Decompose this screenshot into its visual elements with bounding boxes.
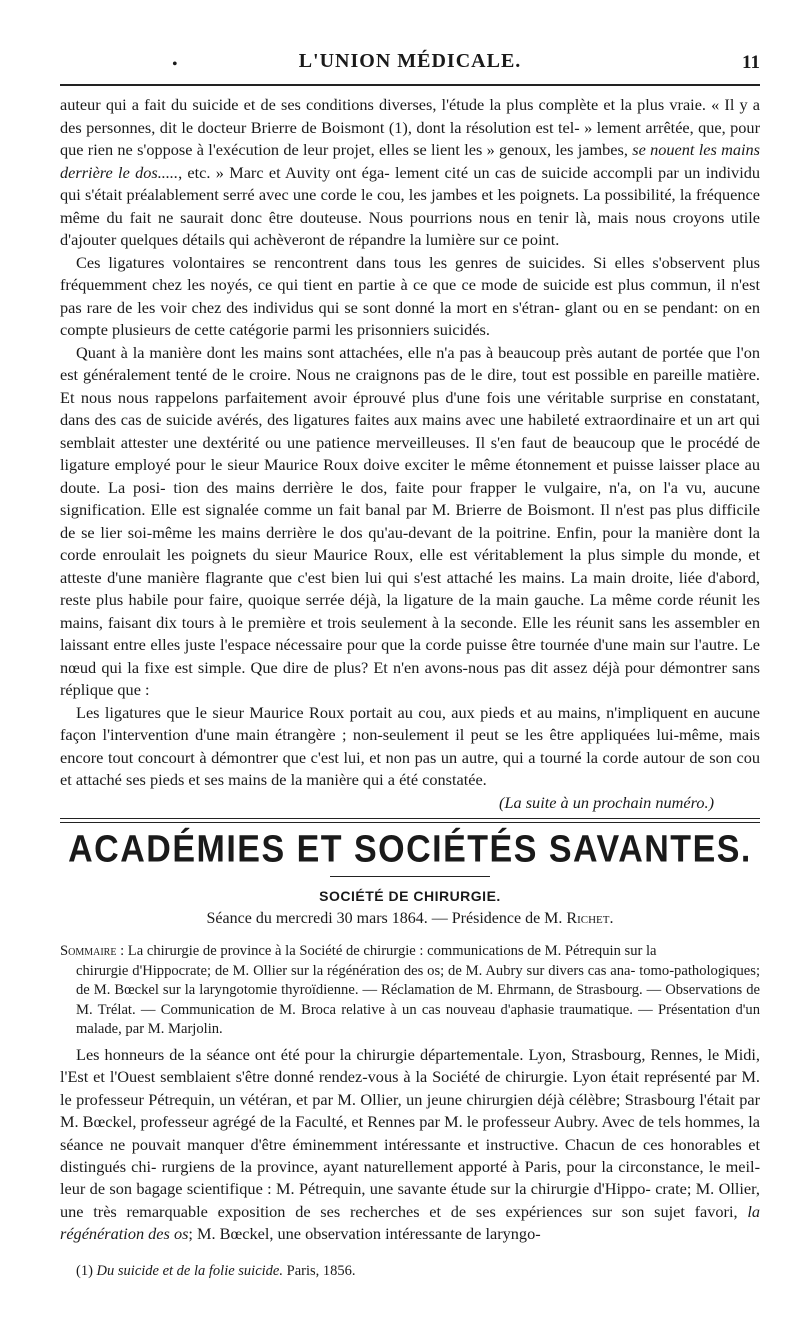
footnote-title: Du suicide et de la folie suicide. xyxy=(96,1263,283,1279)
session-prefix: Séance du mercredi 30 mars 1864. — Présidence de M. xyxy=(206,910,567,927)
section-title: ACADÉMIES ET SOCIÉTÉS SAVANTES. xyxy=(68,827,752,871)
session-suffix: . xyxy=(609,910,614,927)
section-sub-rule xyxy=(330,876,490,877)
report-text-italic: la régénération des os xyxy=(60,1201,760,1244)
p3-text: Quant à la manière dont les mains sont attachées, elle n'a pas à beaucoup près autant de portée que l'on est généralement tenté de le croire. Nous ne craignons pas de le dire, tout est possible en pareille matière. Et nous nous rappelons parfaitement avoir éprouvé plus d'une fois une véritable surprise en constatant, dans des cas de suicide avérés, des ligatures faites aux mains avec une habileté extraordinaire et un art qui semblait attester une dextérité ou une patience merveilleuses. Il s'en faut de beaucoup que le procédé de ligature employé pour le sieur Maurice Roux doive exciter le même étonnement et puisse laisser place au doute. La posi- tion des mains derrière le dos, faite pour frapper le vulgaire, n'a, on l'a vu, aucune signification. Elle est signalée comme un fait banal par M. Brierre de Boismont. Il n'est pas plus difficile de se lier soi-même les mains derrière le dos qu'au-devant de la poitrine. Enfin, pour la manière dont la corde enroulait les poignets du sieur Maurice Roux, elle est véritablement la plus simple du monde, et atteste d'une manière flagrante que c'est bien lui qui s'est attaché les mains. La main droite, liée d'abord, reste plus habile pour faire, quoique serrée déjà, la ligature de la main gauche. La même corde réunit les mains, faisant dix tours à le première et trois seulement à la seconde. Elle les réunit sans les assembler en laissant entre elles juste l'espace nécessaire pour que la corde puisse être tournée d'une main sur l'autre. Le nœud qui la fixe est simple. Que dire de plus? Et n'en avons-nous pas dit assez déjà pour démontrer sans réplique que : xyxy=(60,342,760,699)
report-text-a: Les honneurs de la séance ont été pour la chirurgie départementale. Lyon, Strasbourg, Rennes, le Midi, l'Est et l'Ouest semblaient s'être donné rendez-vous à la Société de chirurgie. Lyon était représenté par M. le professeur Pétrequin, un vétéran, et par M. Ollier, un jeune chirurgien déjà célèbre; Strasbourg l'était par M. Bœckel, professeur agrégé de la Faculté, et Rennes par M. le professeur Aubry. Avec de tels hommes, la séance ne pouvait manquer d'être éminemment intéressante et instructive. Chacun de ces honorables et distingués chi- rurgiens de la province, ayant naturellement apporté à Paris, pour la circonstance, le meil- leur de son bagage scientifique : M. Pétrequin, une savante étude sur la chirurgie d'Hippo- crate; M. Ollier, une très remarquable exposition de ses recherches et de ses expériences sur son sujet favori, xyxy=(60,1045,760,1221)
article-paragraph-2 xyxy=(60,252,760,342)
running-head xyxy=(60,48,760,78)
article-paragraph-1 xyxy=(60,94,760,252)
page-number: 11 xyxy=(742,52,760,73)
running-head-title: L'UNION MÉDICALE. xyxy=(298,50,522,72)
report-text-b: ; M. Bœckel, une observation intéressante de laryngo- xyxy=(188,1224,541,1244)
session-summary xyxy=(60,942,760,1040)
journal-page xyxy=(60,0,760,1317)
summary-label: Sommaire : xyxy=(60,943,125,959)
p4-text: Les ligatures que le sieur Maurice Roux portait au cou, aux pieds et au mains, n'impliquent en aucune façon l'intervention d'une main étrangère ; non-seulement il peut se les être appliquées lui-même, mais encore tout concourt à démontrer que c'est lui, et non pas un autre, qui a tourné la corde autour de son cou et attaché ses pieds et ses mains de la manière qui a été constatée. xyxy=(60,702,760,789)
society-heading: SOCIÉTÉ DE CHIRURGIE. xyxy=(319,888,501,904)
article-paragraph-3 xyxy=(60,342,760,702)
session-report-paragraph xyxy=(60,1044,760,1246)
section-rule xyxy=(60,818,760,823)
p2-text: Ces ligatures volontaires se rencontrent dans tous les genres de suicides. Si elles s'observent plus fréquemment chez les noyés, ce qui tient en partie à ce que ce mode de suicide est plus commun, il n'est pas rare de les voir chez des individus qui se sont donné la mort en s'étran- glant ou en se pendant: on en compte plusieurs de cette catégorie parmi les prisonniers suicidés. xyxy=(60,252,760,339)
summary-rest: chirurgie d'Hippocrate; de M. Ollier sur la régénération des os; de M. Aubry sur divers cas ana- tomo-pathologiques; de M. Bœckel sur la laryngotomie thyroïdienne. — Réclamation de M. Ehrmann, de Strasbourg. — Observations de M. Trélat. — Communication de M. Broca relative à un cas nouveau d'aphasie traumatique. — Présentation d'un malade, par M. Marjolin. xyxy=(76,962,760,1038)
p1-text-italic: se nouent les mains derrière le dos..... xyxy=(60,140,760,182)
running-head-mark: • xyxy=(172,56,178,73)
session-report xyxy=(60,1044,760,1246)
summary-first-line: La chirurgie de province à la Société de chirurgie : communications de M. Pétrequin sur la xyxy=(124,943,657,959)
session-line xyxy=(60,910,760,928)
header-rule xyxy=(60,84,760,86)
footnote xyxy=(76,1262,756,1280)
footnote-marker: (1) xyxy=(76,1263,97,1279)
p1-text-a: auteur qui a fait du suicide et de ses conditions diverses, l'étude la plus complète et la plus vraie. « Il y a des personnes, dit le docteur Brierre de Boismont (1), dont la résolution est tel- » lement arrêtée, que, pour que rien ne s'oppose à l'exécution de leur projet, elles se lient les » genoux, les jambes, xyxy=(60,95,760,159)
article-paragraph-4 xyxy=(60,702,760,792)
article-continuation xyxy=(60,94,760,814)
footnote-rest: Paris, 1856. xyxy=(283,1263,356,1279)
session-president: Richet xyxy=(566,910,610,927)
to-be-continued: (La suite à un prochain numéro.) xyxy=(499,792,714,812)
p1-text-b: , etc. » Marc et Auvity ont éga- lement cité un cas de suicide accompli par un individu qui s'était préalablement serré avec une corde le cou, les jambes et les poignets. La possibilité, la fréquence même du fait ne saurait donc être douteuse. Nous pourrions nous en tenir là, mais nous croyons utile d'ajouter quelques détails qui achèveront de répandre la lumière sur ce point. xyxy=(60,162,760,249)
